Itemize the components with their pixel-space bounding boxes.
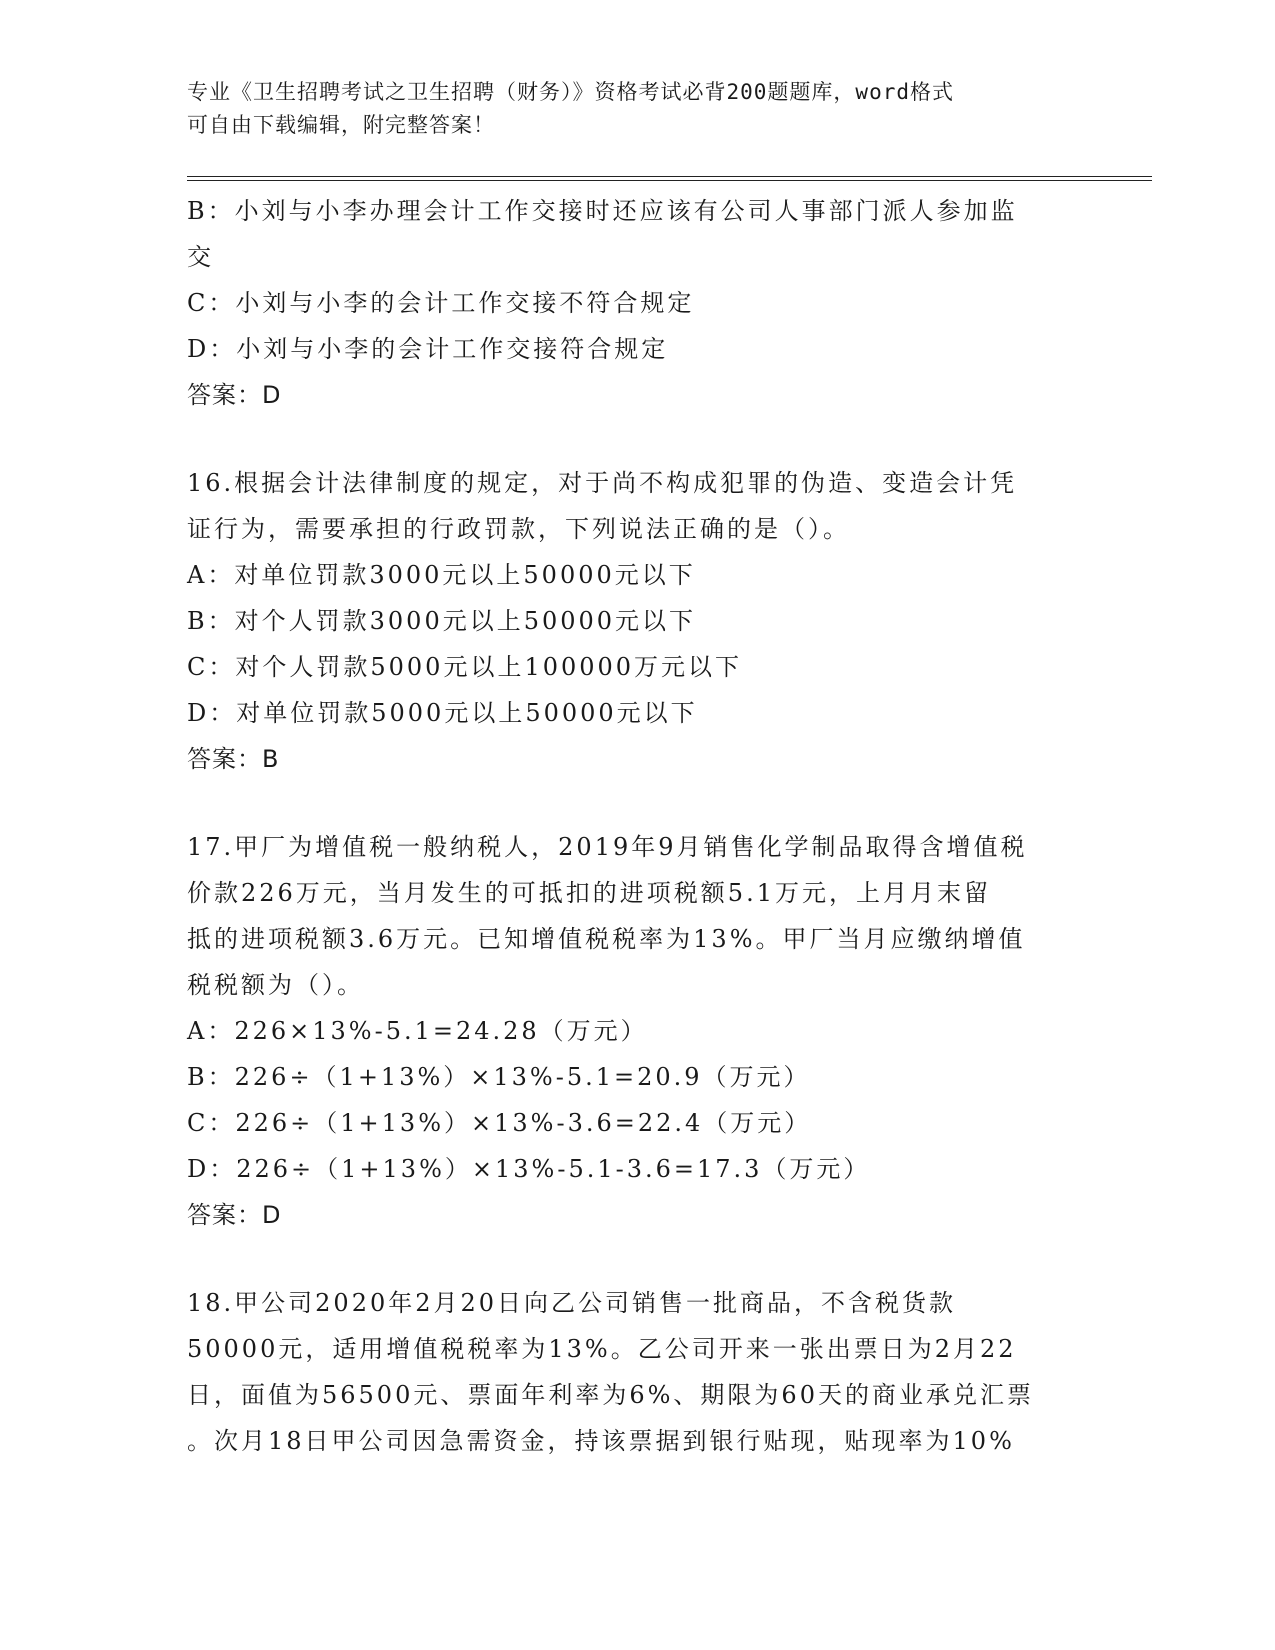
q15-option-b-line-2: 交: [187, 243, 214, 271]
q17-stem-line-2: 价款226万元，当月发生的可抵扣的进项税额5.1万元，上月月末留: [187, 879, 991, 907]
header-divider-top: [187, 176, 1152, 177]
header-divider-bottom: [187, 180, 1152, 181]
question-15-continuation: [187, 188, 1087, 418]
spacer: [187, 782, 1087, 824]
header-title-line-2: 可自由下载编辑，附完整答案！: [187, 113, 495, 137]
q17-stem-line-3: 抵的进项税额3.6万元。已知增值税税率为13%。甲厂当月应缴纳增值: [187, 925, 1026, 953]
q17-option-c: C：226÷（1+13%）×13%-3.6=22.4（万元）: [187, 1109, 812, 1137]
q15-option-c: C：小刘与小李的会计工作交接不符合规定: [187, 289, 695, 317]
q16-stem-line-1: 16.根据会计法律制度的规定，对于尚不构成犯罪的伪造、变造会计凭: [187, 469, 1018, 497]
q16-option-c: C：对个人罚款5000元以上100000万元以下: [187, 653, 743, 681]
document-header: [187, 76, 1087, 142]
question-16: [187, 460, 1087, 782]
question-17: [187, 824, 1087, 1238]
q18-stem-line-1: 18.甲公司2020年2月20日向乙公司销售一批商品，不含税货款: [187, 1289, 957, 1317]
q15-option-b-line-1: B：小刘与小李办理会计工作交接时还应该有公司人事部门派人参加监: [187, 197, 1018, 225]
q17-answer: 答案：D: [187, 1201, 282, 1229]
q16-option-b: B：对个人罚款3000元以上50000元以下: [187, 607, 697, 635]
q16-stem-line-2: 证行为，需要承担的行政罚款，下列说法正确的是（）。: [187, 515, 850, 543]
spacer: [187, 1238, 1087, 1280]
header-title-line-1: 专业《卫生招聘考试之卫生招聘（财务）》资格考试必背200题题库，word格式: [187, 80, 954, 104]
q18-stem-line-3: 日，面值为56500元、票面年利率为6%、期限为60天的商业承兑汇票: [187, 1381, 1034, 1409]
document-body: [187, 188, 1087, 1464]
question-18: [187, 1280, 1087, 1464]
q17-option-d: D：226÷（1+13%）×13%-5.1-3.6=17.3（万元）: [187, 1155, 871, 1183]
q16-answer: 答案：B: [187, 745, 280, 773]
q15-option-d: D：小刘与小李的会计工作交接符合规定: [187, 335, 669, 363]
q18-stem-line-4: 。次月18日甲公司因急需资金，持该票据到银行贴现，贴现率为10%: [187, 1427, 1015, 1455]
q18-stem-line-2: 50000元，适用增值税税率为13%。乙公司开来一张出票日为2月22: [187, 1335, 1017, 1363]
spacer: [187, 418, 1087, 460]
q17-stem-line-4: 税税额为（）。: [187, 971, 364, 999]
q15-answer: 答案：D: [187, 381, 282, 409]
q16-option-d: D：对单位罚款5000元以上50000元以下: [187, 699, 698, 727]
q17-option-a: A：226×13%-5.1=24.28（万元）: [187, 1017, 648, 1045]
q17-stem-line-1: 17.甲厂为增值税一般纳税人，2019年9月销售化学制品取得含增值税: [187, 833, 1028, 861]
q16-option-a: A：对单位罚款3000元以上50000元以下: [187, 561, 696, 589]
q17-option-b: B：226÷（1+13%）×13%-5.1=20.9（万元）: [187, 1063, 811, 1091]
